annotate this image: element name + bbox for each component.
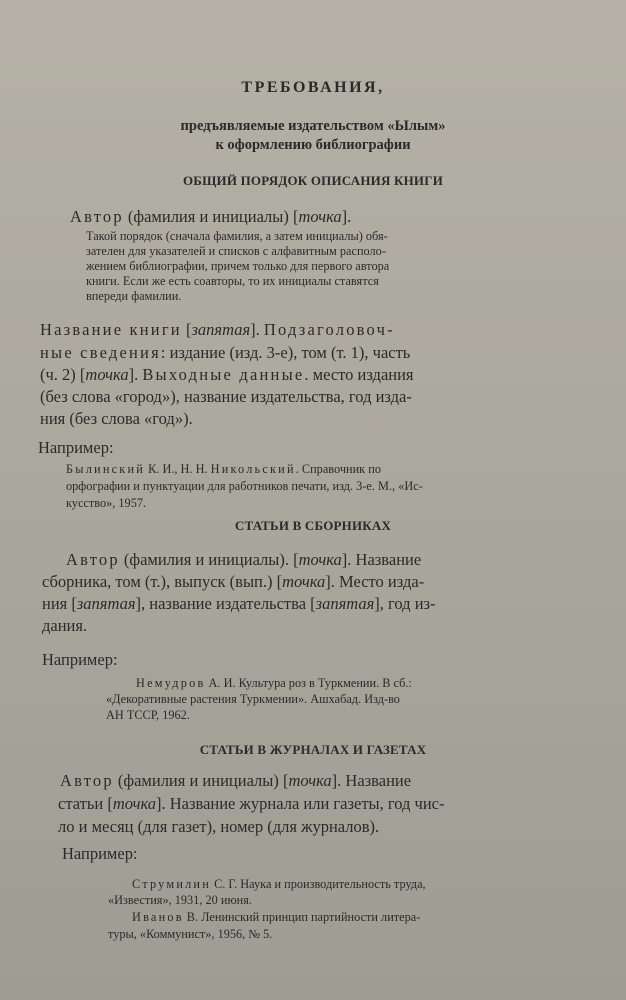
book-example-line-1: Былинский К. И., Н. Н. Никольский. Справочник по	[66, 462, 381, 476]
journals-example-line-1: Струмилин С. Г. Наука и производительность труда,	[132, 877, 426, 891]
page-subtitle-line-2: к оформлению библиографии	[215, 137, 411, 153]
journals-line-3: ло и месяц (для газет), номер (для журналов).	[58, 817, 380, 836]
term-tochka: точка	[298, 207, 342, 226]
book-note-line: зателен для указателей и списков с алфавитным располо-	[86, 244, 386, 258]
collections-example-line-2: «Декоративные растения Туркмении». Ашхабад. Изд-во	[106, 692, 400, 706]
book-note-line: книги. Если же есть соавторы, то их инициалы ставятся	[86, 274, 379, 288]
page-title: ТРЕБОВАНИЯ,	[241, 79, 385, 96]
section-heading-journals: СТАТЬИ В ЖУРНАЛАХ И ГАЗЕТАХ	[199, 742, 427, 757]
collections-line-4: дания.	[42, 616, 88, 635]
journals-example-line-4: туры, «Коммунист», 1956, № 5.	[108, 927, 273, 941]
book-author-line: Автор (фамилия и инициалы) [точка].	[70, 207, 352, 226]
example-label: Например:	[38, 438, 114, 457]
book-note-line: впереди фамилии.	[86, 289, 182, 303]
section-heading-collections: СТАТЬИ В СБОРНИКАХ	[234, 518, 392, 533]
section-heading-book: ОБЩИЙ ПОРЯДОК ОПИСАНИЯ КНИГИ	[182, 173, 444, 188]
page-subtitle-line-1: предъявляемые издательством «Ылым»	[180, 118, 446, 134]
book-title-line-2: ные сведения: издание (изд. 3-е), том (т. 1), часть	[40, 343, 411, 362]
journals-line-1: Автор (фамилия и инициалы) [точка]. Название	[60, 771, 412, 790]
book-note-line: Такой порядок (сначала фамилия, а затем инициалы) обя-	[86, 229, 388, 243]
term-author: Автор	[70, 207, 124, 226]
book-example-line-2: орфографии и пунктуации для работников печати, изд. 3-е. М., «Ис-	[66, 479, 423, 493]
book-example-line-3: кусство», 1957.	[66, 496, 147, 510]
collections-line-1: Автор (фамилия и инициалы). [точка]. Название	[66, 550, 422, 569]
journals-example-line-2: «Известия», 1931, 20 июня.	[108, 893, 252, 907]
book-title-line-4: (без слова «город»), название издательства, год изда-	[40, 387, 412, 406]
collections-line-3: ния [запятая], название издательства [запятая], год из-	[42, 594, 436, 613]
collections-line-2: сборника, том (т.), выпуск (вып.) [точка]. Место изда-	[42, 572, 425, 591]
collections-example-line-1: Немудров А. И. Культура роз в Туркмении. В сб.:	[136, 676, 412, 690]
book-title-line-1: Название книги [запятая]. Подзаголовоч-	[40, 320, 395, 339]
journals-line-2: статьи [точка]. Название журнала или газеты, год чис-	[58, 794, 445, 813]
book-note-line: жением библиографии, причем только для первого автора	[86, 259, 390, 273]
collections-example-line-3: АН ТССР, 1962.	[106, 708, 190, 722]
journals-example-line-3: Иванов В. Ленинский принцип партийности литера-	[132, 910, 421, 924]
book-title-line-5: ния (без слова «год»).	[40, 409, 193, 428]
example-label: Например:	[62, 844, 138, 863]
book-title-line-3: (ч. 2) [точка]. Выходные данные. место издания	[40, 365, 414, 384]
example-label: Например:	[42, 650, 118, 669]
